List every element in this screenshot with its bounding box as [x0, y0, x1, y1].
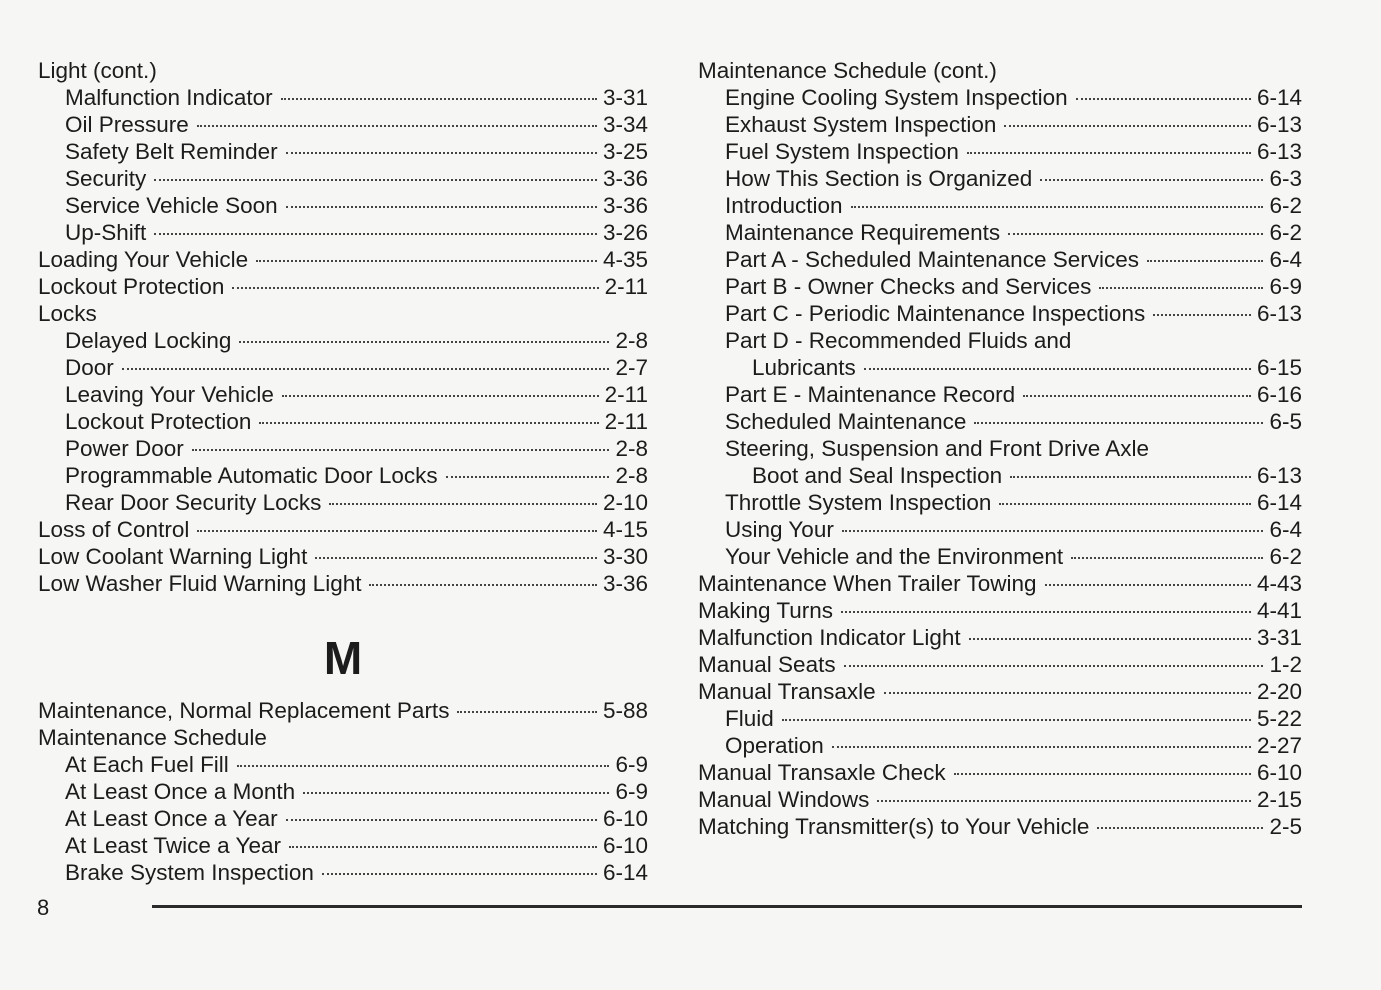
index-entry-label: Introduction: [725, 193, 843, 218]
dot-leader: [286, 152, 597, 154]
index-entry-page: 6-14: [1256, 490, 1302, 515]
index-entry: [698, 759, 1302, 786]
index-entry-label: Manual Transaxle Check: [698, 760, 946, 785]
dot-leader: [1097, 827, 1263, 829]
dot-leader: [1045, 584, 1251, 586]
index-entry: [38, 111, 648, 138]
index-entry-page: 3-31: [602, 85, 648, 110]
index-entry: [698, 165, 1302, 192]
dot-leader: [286, 206, 597, 208]
index-entry-label: Lockout Protection: [65, 409, 252, 434]
dot-leader: [197, 125, 597, 127]
index-entry-page: 4-15: [602, 517, 648, 542]
dot-leader: [232, 287, 598, 289]
dot-leader: [1071, 557, 1263, 559]
index-entry-page: 2-8: [615, 436, 648, 461]
dot-leader: [446, 476, 610, 478]
index-entry-label: Maintenance, Normal Replacement Parts: [38, 698, 450, 723]
index-entry: [698, 57, 1302, 84]
dot-leader: [315, 557, 597, 559]
index-entry: [38, 327, 648, 354]
index-entry-label: Part B - Owner Checks and Services: [725, 274, 1092, 299]
index-entry-label: At Least Once a Month: [65, 779, 296, 804]
dot-leader: [842, 530, 1264, 532]
index-entry-page: 2-11: [604, 382, 648, 407]
index-entry-page: 3-30: [602, 544, 648, 569]
index-entry: [698, 138, 1302, 165]
index-entry-page: 2-20: [1256, 679, 1302, 704]
index-entry: [38, 805, 648, 832]
dot-leader: [197, 530, 597, 532]
index-entry-page: 3-36: [602, 166, 648, 191]
dot-leader: [1153, 314, 1251, 316]
index-entry: [698, 408, 1302, 435]
index-entry-page: 2-11: [604, 274, 648, 299]
index-entry: [38, 192, 648, 219]
index-entry: [38, 435, 648, 462]
index-entry-page: 6-13: [1256, 301, 1302, 326]
dot-leader: [322, 873, 597, 875]
index-entry: [698, 273, 1302, 300]
index-entry-page: 6-10: [602, 806, 648, 831]
dot-leader: [851, 206, 1264, 208]
index-entry-label: Locks: [38, 301, 97, 326]
index-entry: [38, 273, 648, 300]
index-entry-page: 2-8: [615, 328, 648, 353]
dot-leader: [1076, 98, 1251, 100]
index-entry: [38, 354, 648, 381]
index-entry-label: Lockout Protection: [38, 274, 225, 299]
dot-leader: [154, 179, 597, 181]
index-entry: [38, 751, 648, 778]
index-entry-label: Part C - Periodic Maintenance Inspections: [725, 301, 1146, 326]
index-entry-page: 6-10: [1256, 760, 1302, 785]
index-entry-label: Manual Windows: [698, 787, 870, 812]
index-entry: [38, 489, 648, 516]
index-entry-page: 6-5: [1269, 409, 1302, 434]
index-entry: [698, 246, 1302, 273]
index-entry-page: 6-14: [1256, 85, 1302, 110]
index-entry: [38, 300, 648, 327]
dot-leader: [259, 422, 598, 424]
index-entry-page: 6-2: [1269, 544, 1302, 569]
index-entry-page: 4-43: [1256, 571, 1302, 596]
index-entries-l-group: [38, 57, 648, 597]
index-entry-label: Programmable Automatic Door Locks: [65, 463, 438, 488]
index-entries-m-continued: [698, 57, 1302, 840]
index-entry-label: Maintenance When Trailer Towing: [698, 571, 1037, 596]
index-entry-label: Light (cont.): [38, 58, 157, 83]
index-entry: [698, 462, 1302, 489]
dot-leader: [1023, 395, 1251, 397]
index-entry-label: Delayed Locking: [65, 328, 232, 353]
index-entry: [38, 219, 648, 246]
dot-leader: [303, 792, 609, 794]
index-entry-page: 3-36: [602, 193, 648, 218]
index-entry-label: Maintenance Schedule: [38, 725, 267, 750]
index-entry-page: 6-2: [1269, 193, 1302, 218]
index-entry-page: 6-13: [1256, 112, 1302, 137]
dot-leader: [999, 503, 1251, 505]
index-entry-label: Low Washer Fluid Warning Light: [38, 571, 362, 596]
index-entry-label: At Least Twice a Year: [65, 833, 281, 858]
index-entry: [38, 778, 648, 805]
index-entry-page: 2-5: [1269, 814, 1302, 839]
index-entry: [698, 354, 1302, 381]
index-entry-label: At Each Fuel Fill: [65, 752, 229, 777]
dot-leader: [256, 260, 597, 262]
index-entry-label: Your Vehicle and the Environment: [725, 544, 1064, 569]
index-entry-label: Steering, Suspension and Front Drive Axle: [725, 436, 1149, 461]
index-entry-label: Malfunction Indicator: [65, 85, 273, 110]
index-entry-page: 5-22: [1256, 706, 1302, 731]
dot-leader: [369, 584, 596, 586]
dot-leader: [281, 98, 597, 100]
index-entry-page: 3-36: [602, 571, 648, 596]
dot-leader: [457, 711, 597, 713]
index-entry-label: Door: [65, 355, 114, 380]
index-entry: [698, 732, 1302, 759]
index-entry-label: Fluid: [725, 706, 774, 731]
dot-leader: [282, 395, 599, 397]
dot-leader: [969, 638, 1251, 640]
index-entry-label: Malfunction Indicator Light: [698, 625, 961, 650]
dot-leader: [844, 665, 1264, 667]
index-entries-m-group: [38, 697, 648, 886]
index-entry-page: 6-9: [1269, 274, 1302, 299]
index-entry: [38, 516, 648, 543]
index-entry: [698, 489, 1302, 516]
index-entry: [698, 678, 1302, 705]
index-entry: [698, 381, 1302, 408]
index-entry: [38, 724, 648, 751]
index-entry-label: Using Your: [725, 517, 834, 542]
index-entry-page: 3-31: [1256, 625, 1302, 650]
index-entry-label: Engine Cooling System Inspection: [725, 85, 1068, 110]
index-entry-page: 6-13: [1256, 139, 1302, 164]
index-entry-label: Loading Your Vehicle: [38, 247, 249, 272]
index-entry-page: 2-10: [602, 490, 648, 515]
index-entry-label: Up-Shift: [65, 220, 147, 245]
index-column-left: [38, 57, 648, 886]
index-entry-label: Service Vehicle Soon: [65, 193, 278, 218]
index-entry-label: Fuel System Inspection: [725, 139, 959, 164]
page-number: 8: [37, 895, 50, 920]
index-entry: [698, 624, 1302, 651]
index-entry-page: 3-34: [602, 112, 648, 137]
index-entry-page: 3-25: [602, 139, 648, 164]
dot-leader: [864, 368, 1251, 370]
index-entry: [38, 859, 648, 886]
dot-leader: [967, 152, 1251, 154]
index-entry: [38, 57, 648, 84]
index-entry-label: Manual Seats: [698, 652, 836, 677]
index-entry-page: 2-27: [1256, 733, 1302, 758]
index-entry-label: Exhaust System Inspection: [725, 112, 997, 137]
index-entry: [698, 705, 1302, 732]
index-entry-page: 6-9: [615, 779, 648, 804]
dot-leader: [329, 503, 597, 505]
index-entry-page: 6-9: [615, 752, 648, 777]
index-entry: [38, 246, 648, 273]
index-entry-label: Oil Pressure: [65, 112, 189, 137]
index-entry-label: Maintenance Schedule (cont.): [698, 58, 997, 83]
dot-leader: [237, 765, 610, 767]
index-entry-label: Low Coolant Warning Light: [38, 544, 308, 569]
index-entry-label: Rear Door Security Locks: [65, 490, 322, 515]
index-entry-label: Manual Transaxle: [698, 679, 876, 704]
index-entry-page: 4-35: [602, 247, 648, 272]
index-entry-label: Making Turns: [698, 598, 834, 623]
index-entry: [698, 651, 1302, 678]
index-entry: [698, 327, 1302, 354]
index-entry-label: Part A - Scheduled Maintenance Services: [725, 247, 1139, 272]
index-entry-page: 6-16: [1256, 382, 1302, 407]
index-entry-page: 6-4: [1269, 247, 1302, 272]
dot-leader: [782, 719, 1251, 721]
index-entry: [38, 408, 648, 435]
index-entry-page: 6-13: [1256, 463, 1302, 488]
index-entry-label: Matching Transmitter(s) to Your Vehicle: [698, 814, 1090, 839]
index-entry-page: 6-2: [1269, 220, 1302, 245]
index-entry-label: Loss of Control: [38, 517, 190, 542]
index-entry-label: Security: [65, 166, 147, 191]
index-entry: [698, 435, 1302, 462]
index-entry: [698, 543, 1302, 570]
index-entry-label: Boot and Seal Inspection: [752, 463, 1003, 488]
dot-leader: [1147, 260, 1263, 262]
index-entry-page: 2-11: [604, 409, 648, 434]
index-entry-label: Power Door: [65, 436, 184, 461]
index-entry: [698, 84, 1302, 111]
index-entry: [38, 570, 648, 597]
dot-leader: [1099, 287, 1263, 289]
index-entry: [698, 597, 1302, 624]
index-entry: [38, 138, 648, 165]
index-entry-page: 2-7: [615, 355, 648, 380]
index-entry: [38, 462, 648, 489]
index-entry-page: 6-3: [1269, 166, 1302, 191]
index-entry-page: 5-88: [602, 698, 648, 723]
index-entry: [698, 516, 1302, 543]
section-letter-heading: [38, 626, 648, 690]
index-entry-page: 3-26: [602, 220, 648, 245]
index-entry-page: 6-10: [602, 833, 648, 858]
index-entry: [38, 84, 648, 111]
dot-leader: [832, 746, 1251, 748]
index-entry: [698, 219, 1302, 246]
index-entry-page: 4-41: [1256, 598, 1302, 623]
index-entry-label: Lubricants: [752, 355, 856, 380]
index-entry: [38, 697, 648, 724]
index-entry-page: 2-15: [1256, 787, 1302, 812]
index-entry-page: 6-14: [602, 860, 648, 885]
index-entry: [698, 111, 1302, 138]
index-entry: [698, 813, 1302, 840]
dot-leader: [286, 819, 597, 821]
index-entry-label: Leaving Your Vehicle: [65, 382, 274, 407]
index-entry-page: 6-4: [1269, 517, 1302, 542]
index-entry: [38, 165, 648, 192]
dot-leader: [841, 611, 1251, 613]
dot-leader: [1010, 476, 1251, 478]
index-entry-label: Part D - Recommended Fluids and: [725, 328, 1072, 353]
index-entry-label: At Least Once a Year: [65, 806, 278, 831]
index-entry-label: Brake System Inspection: [65, 860, 314, 885]
dot-leader: [192, 449, 610, 451]
index-entry-label: Maintenance Requirements: [725, 220, 1001, 245]
index-entry-label: How This Section is Organized: [725, 166, 1033, 191]
index-entry: [698, 192, 1302, 219]
dot-leader: [1008, 233, 1263, 235]
index-entry: [38, 543, 648, 570]
dot-leader: [289, 846, 597, 848]
index-entry: [38, 832, 648, 859]
index-entry: [698, 300, 1302, 327]
index-entry-label: Safety Belt Reminder: [65, 139, 278, 164]
dot-leader: [954, 773, 1251, 775]
index-entry-label: Operation: [725, 733, 824, 758]
dot-leader: [1004, 125, 1251, 127]
dot-leader: [877, 800, 1251, 802]
index-entry: [698, 570, 1302, 597]
index-entry-page: 6-15: [1256, 355, 1302, 380]
index-entry-page: 1-2: [1269, 652, 1302, 677]
dot-leader: [122, 368, 610, 370]
index-entry-label: Throttle System Inspection: [725, 490, 992, 515]
dot-leader: [974, 422, 1263, 424]
section-letter: M: [323, 632, 363, 684]
dot-leader: [239, 341, 609, 343]
index-column-right: [698, 57, 1302, 840]
footer-rule: [152, 905, 1302, 908]
index-entry-page: 2-8: [615, 463, 648, 488]
index-entry-label: Scheduled Maintenance: [725, 409, 967, 434]
index-entry: [38, 381, 648, 408]
index-entry-label: Part E - Maintenance Record: [725, 382, 1016, 407]
dot-leader: [1040, 179, 1263, 181]
dot-leader: [154, 233, 597, 235]
dot-leader: [884, 692, 1251, 694]
index-entry: [698, 786, 1302, 813]
